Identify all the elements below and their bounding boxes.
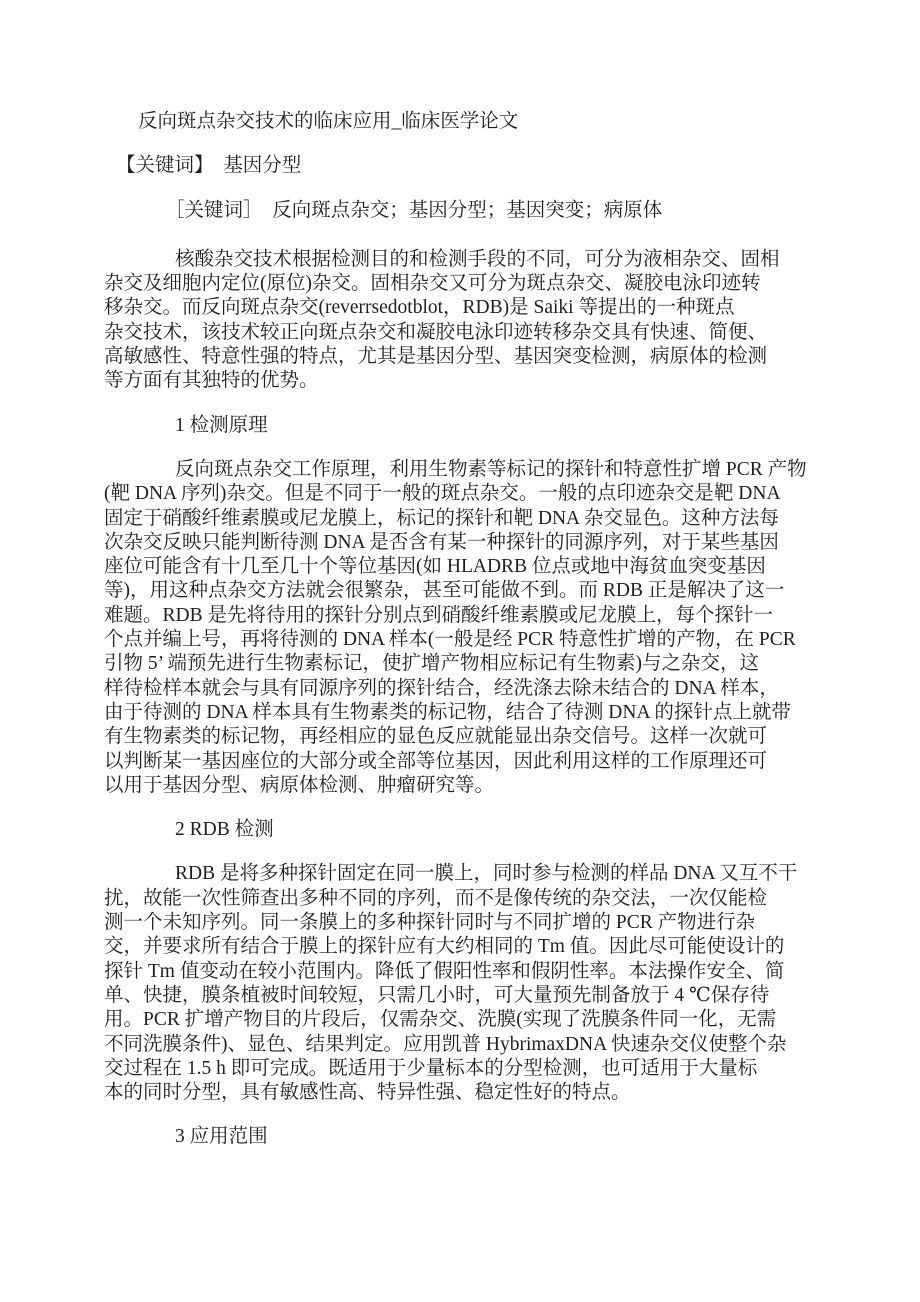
- section-heading-1: 1 检测原理: [175, 414, 268, 436]
- text-line: 用。PCR 扩增产物目的片段后，仅需杂交、洗膜(实现了洗膜条件同一化，无需: [104, 1009, 777, 1031]
- text-line: RDB 是将多种探针固定在同一膜上，同时参与检测的样品 DNA 又互不干: [175, 863, 798, 885]
- text-line: 杂交及细胞内定位(原位)杂交。固相杂交又可分为斑点杂交、凝胶电泳印迹转: [104, 273, 761, 295]
- text-line: 交过程在 1.5 h 即可完成。既适用于少量标本的分型检测，也可适用于大量标: [104, 1057, 758, 1079]
- keywords-secondary-line: ［关键词］ 反向斑点杂交；基因分型；基因突变；病原体: [165, 199, 663, 221]
- document-title: 反向斑点杂交技术的临床应用_临床医学论文: [138, 111, 519, 132]
- text-line: 交，并要求所有结合于膜上的探针应有大约相同的 Tm 值。因此尽可能使设计的: [104, 936, 785, 958]
- text-line: 座位可能含有十几至几十个等位基因(如 HLADRB 位点或地中海贫血突变基因: [104, 556, 766, 578]
- text-line: 样待检样本就会与具有同源序列的探针结合，经洗涤去除未结合的 DNA 样本，: [104, 677, 779, 699]
- section-heading-3: 3 应用范围: [175, 1126, 268, 1148]
- text-line: 等方面有其独特的优势。: [104, 370, 319, 392]
- text-line: 本的同时分型，具有敏感性高、特异性强、稳定性好的特点。: [104, 1082, 631, 1104]
- section-1-paragraph: [104, 458, 807, 798]
- text-line: 移杂交。而反向斑点杂交(reverrsedotblot，RDB)是 Saiki 等提出的一种斑点: [104, 297, 735, 319]
- text-line: 个点并编上号，再将待测的 DNA 样本(一般是经 PCR 特意性扩增的产物，在 PCR: [104, 629, 796, 651]
- text-line: 杂交技术，该技术较正向斑点杂交和凝胶电泳印迹转移杂交具有快速、简便、: [104, 321, 768, 343]
- text-line: 等)，用这种点杂交方法就会很繁杂，甚至可能做不到。而 RDB 正是解决了这一: [104, 580, 785, 602]
- text-line: 引物 5’ 端预先进行生物素标记，使扩增产物相应标记有生物素)与之杂交，这: [104, 653, 760, 675]
- text-line: 核酸杂交技术根据检测目的和检测手段的不同，可分为液相杂交、固相: [175, 248, 780, 270]
- text-line: 以判断某一基因座位的大部分或全部等位基因，因此利用这样的工作原理还可: [104, 750, 768, 772]
- text-line: 次杂交反映只能判断待测 DNA 是否含有某一种探针的同源序列，对于某些基因: [104, 531, 779, 553]
- text-line: 以用于基因分型、病原体检测、肿瘤研究等。: [104, 774, 495, 796]
- text-line: 扰，故能一次性筛查出多种不同的序列，而不是像传统的杂交法，一次仅能检: [104, 887, 768, 909]
- text-line: 反向斑点杂交工作原理，利用生物素等标记的探针和特意性扩增 PCR 产物: [175, 458, 807, 480]
- text-line: 由于待测的 DNA 样本具有生物素类的标记物，结合了待测 DNA 的探针点上就带: [104, 701, 791, 723]
- text-line: 难题。RDB 是先将待用的探针分别点到硝酸纤维素膜或尼龙膜上，每个探针一: [104, 604, 773, 626]
- text-line: 固定于硝酸纤维素膜或尼龙膜上，标记的探针和靶 DNA 杂交显色。这种方法每: [104, 507, 779, 529]
- section-heading-2: 2 RDB 检测: [175, 819, 274, 841]
- keywords-primary-line: 【关键词】 基因分型: [116, 155, 302, 177]
- text-line: (靶 DNA 序列)杂交。但是不同于一般的斑点杂交。一般的点印迹杂交是靶 DNA: [104, 483, 781, 505]
- text-line: 高敏感性、特意性强的特点，尤其是基因分型、基因突变检测，病原体的检测: [104, 346, 768, 368]
- text-line: 有生物素类的标记物，再经相应的显色反应就能显出杂交信号。这样一次就可: [104, 726, 768, 748]
- section-2-paragraph: [104, 862, 798, 1105]
- text-line: 不同洗膜条件)、显色、结果判定。应用凯普 HybrimaxDNA 快速杂交仪使整个杂: [104, 1033, 787, 1055]
- text-line: 探针 Tm 值变动在较小范围内。降低了假阳性率和假阴性率。本法操作安全、简: [104, 960, 785, 982]
- intro-paragraph: [104, 248, 780, 394]
- text-line: 单、快捷，膜条植被时间较短，只需几小时，可大量预先制备放于 4 ℃保存待: [104, 984, 770, 1006]
- text-line: 测一个未知序列。同一条膜上的多种探针同时与不同扩增的 PCR 产物进行杂: [104, 912, 756, 934]
